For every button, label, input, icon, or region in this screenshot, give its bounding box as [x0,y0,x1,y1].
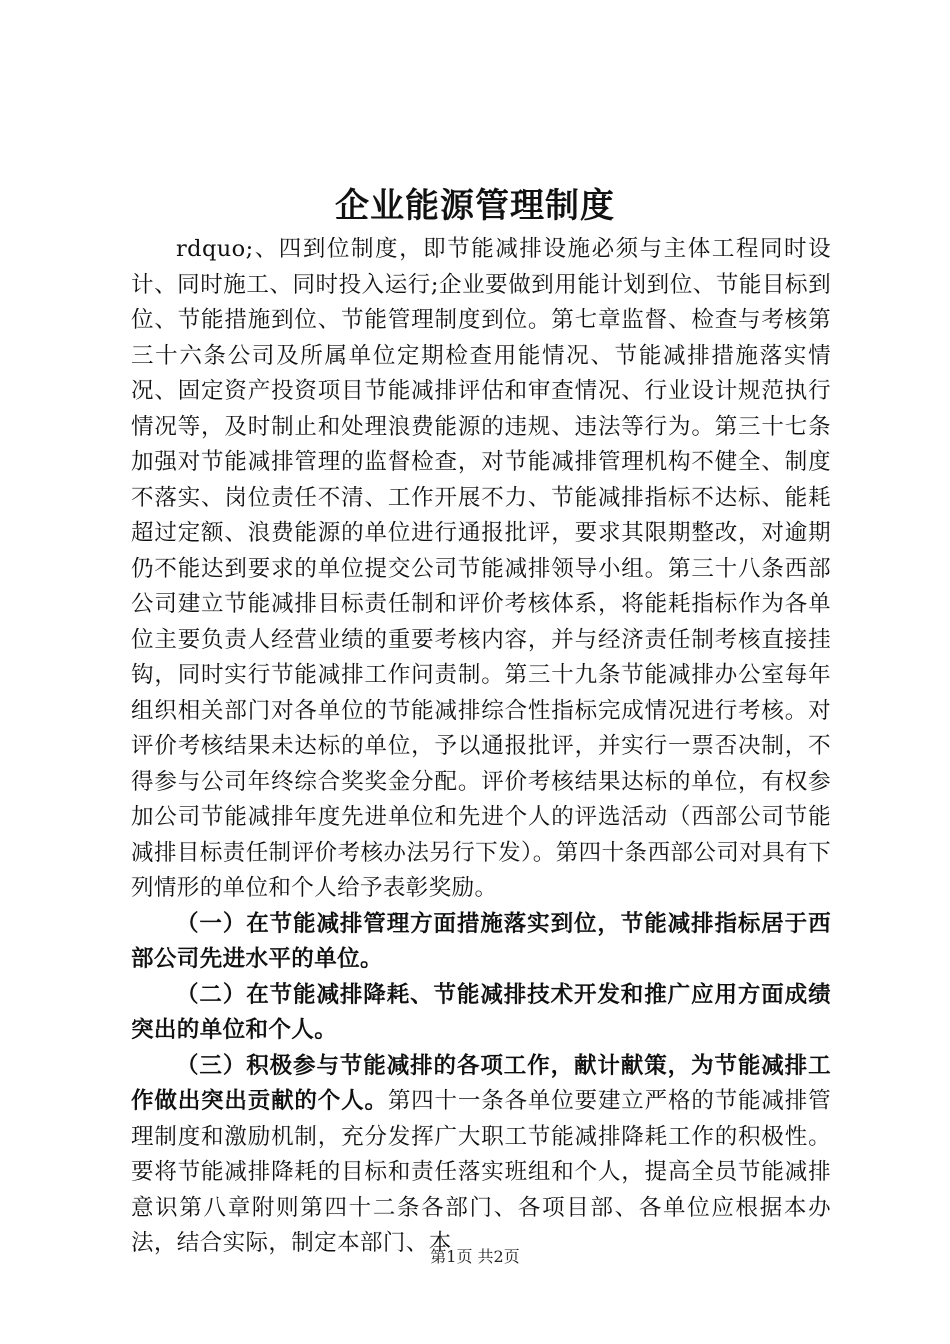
page-footer: 第1页 共2页 [430,1247,520,1266]
body-paragraph-item-2: （二）在节能减排降耗、节能减排技术开发和推广应用方面成绩突出的单位和个人。 [131,981,831,1043]
body-paragraph-item-3 [131,1049,831,1262]
item-3-bold-text: （三）积极参与节能减排的各项工作，献计献策，为节能减排工作做出突出贡献的个人。 [131,1052,831,1114]
body-paragraph-1: rdquo;、四到位制度，即节能减排设施必须与主体工程同时设计、同时施工、同时投入运行;企业要做到用能计划到位、节能目标到位、节能措施到位、节能管理制度到位。第七章监督、检查与考核第三十六条公司及所属单位定期检查用能情况、节能减排措施落实情况、固定资产投资项目节能减排评估和审查情况、行业设计规范执行情况等，及时制止和处理浪费能源的违规、违法等行为。第三十七条加强对节能减排管理的监督检查，对节能减排管理机构不健全、制度不落实、岗位责任不清、工作开展不力、节能减排指标不达标、能耗超过定额、浪费能源的单位进行通报批评，要求其限期整改，对逾期仍不能达到要求的单位提交公司节能减排领导小组。第三十八条西部公司建立节能减排目标责任制和评价考核体系，将能耗指标作为各单位主要负责人经营业绩的重要考核内容，并与经济责任制考核直接挂钩，同时实行节能减排工作问责制。第三十九条节能减排办公室每年组织相关部门对各单位的节能减排综合性指标完成情况进行考核。对评价考核结果未达标的单位，予以通报批评，并实行一票否决制，不得参与公司年终综合奖奖金分配。评价考核结果达标的单位，有权参加公司节能减排年度先进单位和先进个人的评选活动（西部公司节能减排目标责任制评价考核办法另行下发）。第四十条西部公司对具有下列情形的单位和个人给予表彰奖励。 [131,236,831,901]
document-title: 企业能源管理制度 [335,186,615,226]
body-paragraph-item-1: （一）在节能减排管理方面措施落实到位，节能减排指标居于西部公司先进水平的单位。 [131,910,831,972]
item-3-continuation-text: 第四十一条各单位要建立严格的节能减排管理制度和激励机制，充分发挥广大职工节能减排降耗工作的积极性。要将节能减排降耗的目标和责任落实班组和个人，提高全员节能减排意识第八章附则第四十二条各部门、各项目部、各单位应根据本办法，结合实际，制定本部门、本 [131,1088,831,1256]
document-body [131,232,831,1262]
